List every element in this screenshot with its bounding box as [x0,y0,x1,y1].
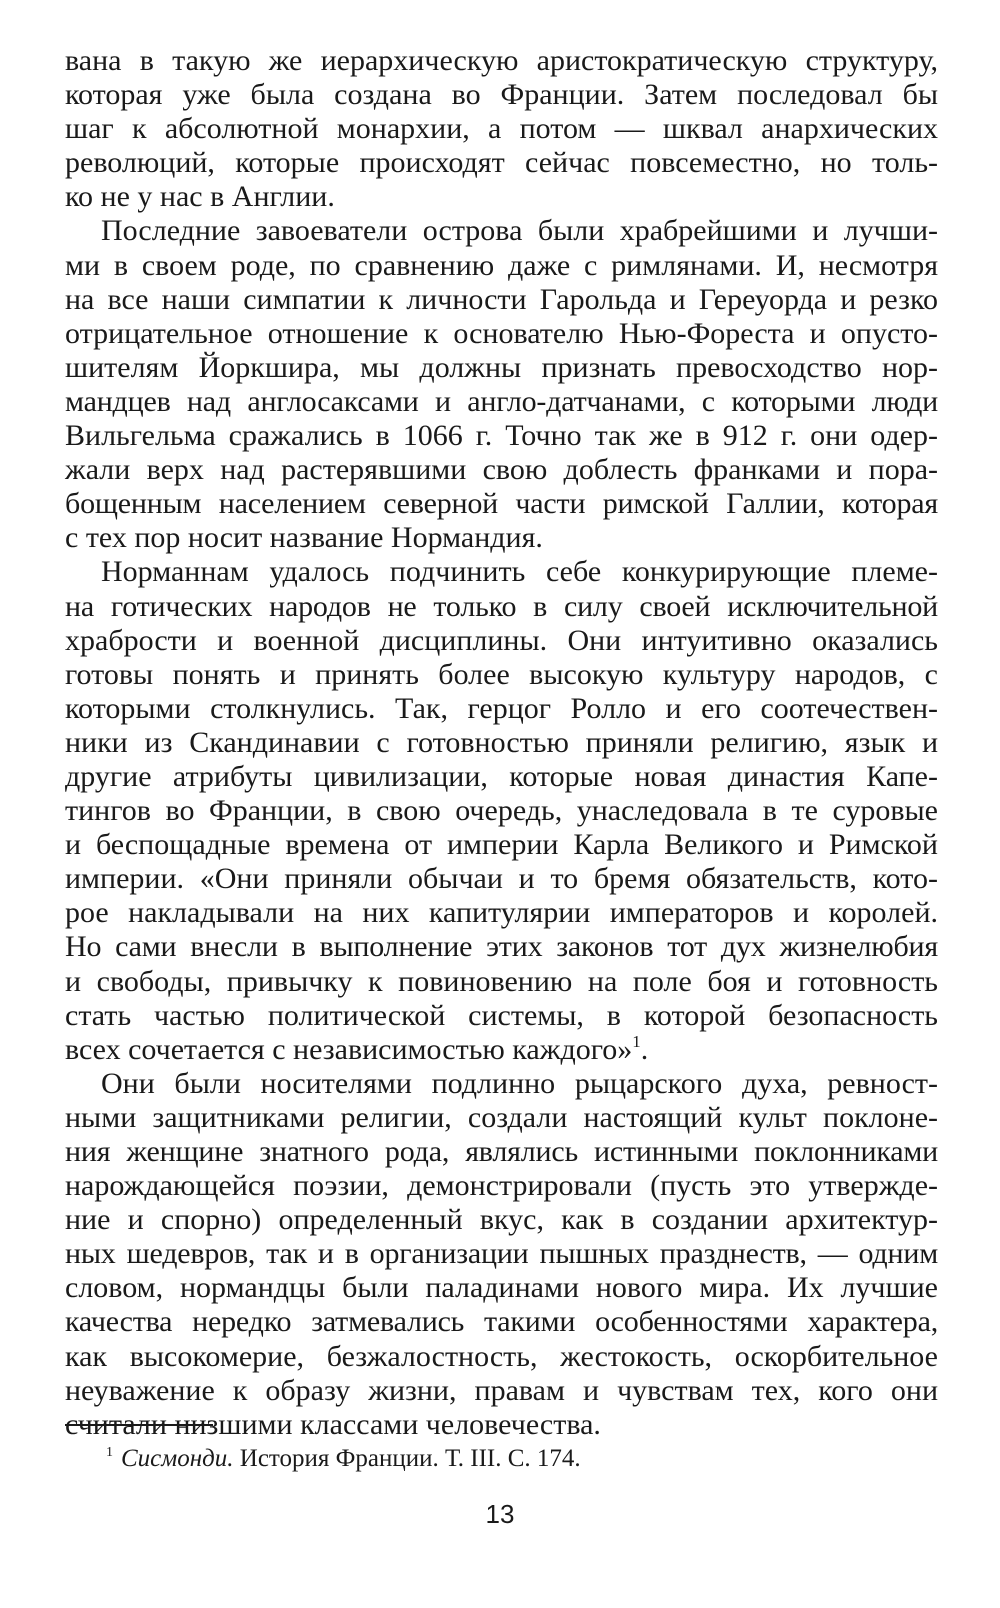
text-line: стать частью политической системы, в которой безопасность [65,998,938,1032]
text-line: тингов во Франции, в свою очередь, унаследовала в те суровые [65,794,938,828]
footnote-author: Сисмонди. [121,1445,234,1472]
text-line: качества нередко затмевались такими особенностями характера, [65,1305,938,1339]
footnote-text: История Франции. Т. III. С. 174. [239,1445,581,1472]
text-line: шаг к абсолютной монархии, а потом — шквал анархических [65,112,938,146]
text-line: ния женщине знатного рода, являлись истинными поклонниками [65,1135,938,1168]
text-line: и беспощадные времена от империи Карла Великого и Римской [65,828,938,862]
text-line: Но сами внесли в выполнение этих законов тот дух жизнелюбия [65,930,938,964]
text-line: на все наши симпатии к личности Гарольда и Гереуорда и резко [65,282,938,316]
text-line: на готических народов не только в силу своей исключительной [65,589,938,623]
text-line: ными защитниками религии, создали настоящий культ поклоне- [65,1100,938,1134]
text-line: ние и спорно) определенный вкус, как в создании архитектур- [65,1203,938,1237]
text-line: ко не у нас в Англии. [65,180,335,214]
text-line: Они были носителями подлинно рыцарского духа, ревност- [101,1066,938,1100]
text-line: отрицательное отношение к основателю Нью-Фореста и опусто- [65,316,938,350]
text-line: революций, которые происходят сейчас повсеместно, но толь- [65,146,938,180]
page-number: 13 [485,1499,515,1529]
text-line: мандцев над англосаксами и англо-датчанами, с которыми люди [65,384,938,418]
text-line: считали низшими классами человечества. [65,1407,601,1441]
text-line: храбрости и военной дисциплины. Они интуитивно оказались [65,623,938,657]
text-line: готовы понять и принять более высокую культуру народов, с [65,657,938,691]
paragraph-4 [65,1067,938,1442]
text-line: Норманнам удалось подчинить себе конкурирующие племе- [101,555,938,589]
text-line: Последние завоеватели острова были храбрейшими и лучши- [101,214,938,248]
text-line: Вильгельма сражались в 1066 г. Точно так же в 912 г. они одер- [65,419,938,453]
text-line: с тех пор носит название Нормандия. [65,521,543,555]
text-line: ники из Скандинавии с готовностью приняли религию, язык и [65,725,938,759]
footnote [106,1444,581,1474]
text-line: жали верх над растерявшими свою доблесть франками и пора- [65,453,938,487]
text-line: которая уже была создана во Франции. Затем последовал бы [65,78,938,112]
text-run: всех сочетается с независимостью каждого» [65,1032,633,1066]
footnote-reference[interactable]: 1 [632,1031,641,1051]
text-line: нарождающейся поэзии, демонстрировали (пусть это утвержде- [65,1169,938,1203]
text-line: вана в такую же иерархическую аристократическую структуру, [65,44,938,77]
text-line: рое накладывали на них капитулярии императоров и королей. [65,896,938,930]
text-line: империи. «Они приняли обычаи и то бремя обязательств, кото- [65,862,938,896]
page-body [65,44,938,1442]
text-line: бощенным населением северной части римской Галлии, которая [65,487,938,521]
text-run: . [640,1032,649,1066]
paragraph-1 [65,44,938,214]
text-line: и свободы, привычку к повиновению на поле боя и готовность [65,964,938,998]
paragraph-2 [65,214,938,555]
text-line-with-footnote [65,1033,938,1067]
text-line: ных шедевров, так и в организации пышных празднеств, — одним [65,1237,938,1271]
text-line: как высокомерие, безжалостность, жестокость, оскорбительное [65,1339,938,1373]
text-line: неуважение к образу жизни, правам и чувствам тех, кого они [65,1373,938,1407]
text-line: шителям Йоркшира, мы должны признать превосходство нор- [65,350,938,384]
paragraph-3 [65,555,938,1066]
text-line: которыми столкнулись. Так, герцог Ролло и его соотечествен- [65,691,938,725]
text-line: словом, нормандцы были паладинами нового мира. Их лучшие [65,1271,938,1305]
footnote-number: 1 [106,1445,113,1460]
text-line: другие атрибуты цивилизации, которые новая династия Капе- [65,759,938,793]
footnote-divider [65,1424,213,1426]
text-line: ми в своем роде, по сравнению даже с римлянами. И, несмотря [65,248,938,282]
